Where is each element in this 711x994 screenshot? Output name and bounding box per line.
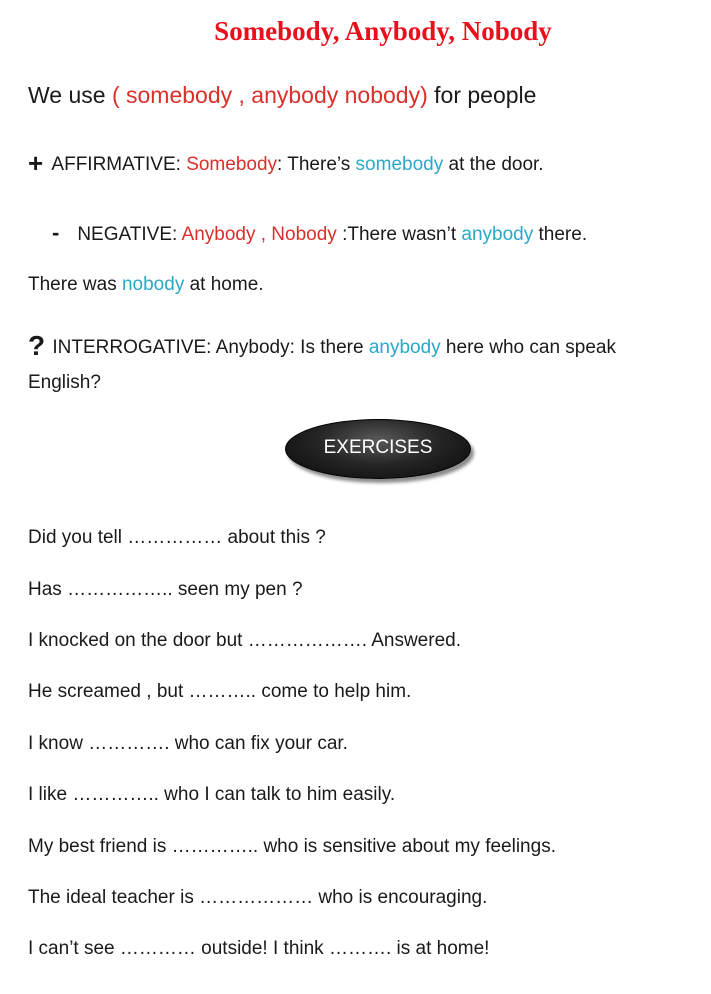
exercise-item: I can’t see ………… outside! I think ………. is at home!: [28, 938, 490, 959]
negative-keyword: Anybody , Nobody: [181, 224, 343, 245]
exercise-item: Did you tell …………… about this ?: [28, 527, 326, 548]
exercise-item: The ideal teacher is ……………… who is encouraging.: [28, 887, 488, 908]
interrogative-line-2: English?: [28, 372, 101, 393]
exercise-item: He screamed , but ……….. come to help him.: [28, 681, 412, 702]
intro-highlight: ( somebody , anybody nobody): [111, 82, 428, 108]
question-symbol: ?: [28, 330, 46, 361]
affirmative-text-1: : There’s: [277, 154, 356, 175]
negative-line2-prefix: There was: [28, 274, 122, 295]
negative-line2-suffix: at home.: [184, 274, 264, 295]
exercise-item: Has …………….. seen my pen ?: [28, 579, 303, 600]
interrogative-example: anybody: [368, 337, 441, 358]
negative-line2-example: nobody: [121, 274, 185, 295]
minus-symbol: -: [52, 220, 60, 245]
negative-label: NEGATIVE:: [77, 224, 182, 245]
interrogative-rule: [28, 330, 616, 362]
page-title: Somebody, Anybody, Nobody: [214, 16, 552, 46]
exercises-badge: [285, 419, 471, 479]
exercise-item: I knocked on the door but ………………. Answered.: [28, 630, 461, 651]
affirmative-text-2: at the door.: [443, 154, 544, 175]
exercise-item: I like ………….. who I can talk to him easily.: [28, 784, 396, 805]
affirmative-example: somebody: [355, 154, 444, 175]
negative-example-line: [28, 274, 264, 296]
affirmative-label: AFFIRMATIVE:: [47, 154, 187, 175]
intro-prefix: We use: [28, 82, 112, 108]
exercises-label: EXERCISES: [323, 437, 433, 458]
negative-example: anybody: [461, 224, 534, 245]
exercise-item: I know …………. who can fix your car.: [28, 733, 348, 754]
interrogative-label: INTERROGATIVE: Anybody: Is there: [47, 337, 369, 358]
exercise-item: My best friend is ………….. who is sensitive about my feelings.: [28, 836, 556, 857]
intro-suffix: for people: [427, 82, 537, 108]
affirmative-keyword: Somebody: [186, 154, 278, 175]
plus-symbol: +: [28, 148, 44, 178]
negative-text-1: :There wasn’t: [342, 224, 462, 245]
intro-sentence: [28, 82, 536, 109]
negative-text-2: there.: [533, 224, 588, 245]
negative-rule: [52, 220, 587, 246]
interrogative-text-2: here who can speak: [440, 337, 616, 358]
affirmative-rule: [28, 148, 544, 179]
